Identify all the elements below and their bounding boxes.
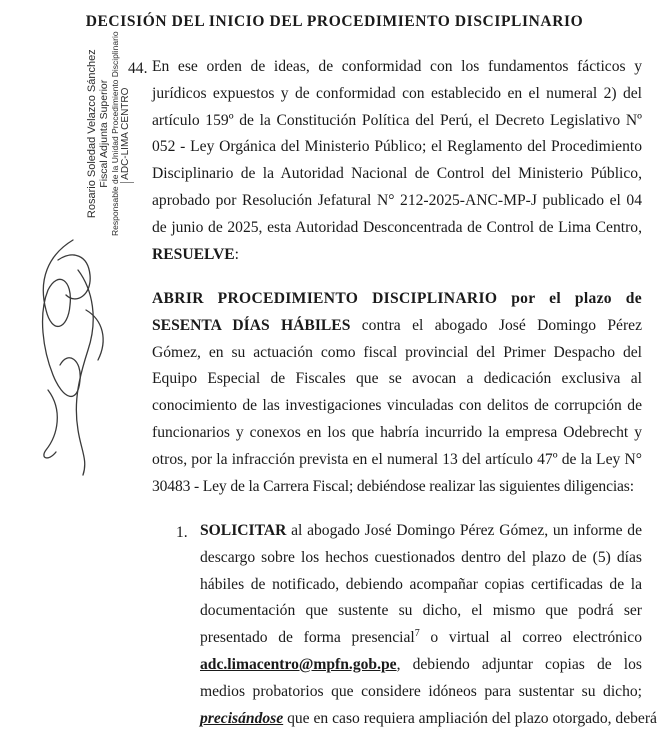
p44-line: En ese orden de ideas, de conformidad con los fundamentos fácticos y: [152, 58, 642, 75]
item1-line6-post: , debiendo adjuntar copias de los: [396, 655, 642, 673]
resolution-line: conocimiento de las investigaciones vinculadas con delitos de corrupción de: [152, 397, 642, 415]
stamp-name: Rosario Soledad Velazco Sánchez: [86, 49, 98, 219]
resolution-line: [152, 286, 642, 313]
item1-line: descargo sobre los hechos cuestionados dentro del plazo de (5) días: [200, 548, 642, 566]
stamp-office: ADC-LIMA CENTRO: [120, 87, 131, 180]
item1-line: [200, 625, 642, 652]
resuelve-keyword: RESUELVE: [152, 245, 235, 263]
item1-line: [200, 652, 642, 679]
item1-line1-rest: al abogado José Domingo Pérez Gómez, un informe de: [286, 522, 642, 539]
stamp-text: [86, 31, 131, 236]
p44-line: Disciplinario de la Autoridad Nacional de Control del Ministerio Público,: [152, 165, 642, 183]
item1-line: medios probatorios que considere idóneos para sustentar su dicho;: [200, 682, 642, 700]
footnote-ref[interactable]: 7: [414, 628, 420, 639]
item1-line5-pre: presentado de forma presencial: [200, 629, 415, 647]
resolution-term: SESENTA DÍAS HÁBILES: [152, 316, 351, 334]
signature-stamp: [18, 200, 128, 490]
item1-line5-post: o virtual al correo electrónico: [419, 629, 642, 647]
p44-line: artículo 159º de la Constitución Política del Perú, el Decreto Legislativo Nº: [152, 111, 642, 129]
resolution-line: 30483 - Ley de la Carrera Fiscal; debiéndose realizar las siguientes diligencias:: [152, 477, 634, 495]
item1-keyword: SOLICITAR: [200, 522, 287, 539]
email-link[interactable]: adc.limacentro@mpfn.gob.pe: [200, 655, 397, 673]
resuelve-colon: :: [234, 245, 239, 263]
resuelve-line: [152, 242, 642, 269]
stamp-role: Fiscal Adjunta Superior: [98, 79, 110, 188]
item1-emphasis: precisándose: [200, 709, 284, 727]
p44-line: de junio de 2025, esta Autoridad Desconcentrada de Control de Lima Centro,: [152, 218, 642, 236]
item1-line: hábiles de notificado, debiendo acompañar copias certificadas de la: [200, 575, 642, 593]
section-heading: DECISIÓN DEL INICIO DEL PROCEDIMIENTO DISCIPLINARIO: [85, 13, 584, 30]
item-1: [200, 518, 657, 732]
resolution-open: ABRIR PROCEDIMIENTO DISCIPLINARIO por el plazo de: [152, 290, 642, 307]
resolution-paragraph: [152, 286, 642, 500]
resolution-line: Equipo Especial de Fiscales que se avocan a dedicación exclusiva al: [152, 370, 642, 388]
p44-line: 052 - Ley Orgánica del Ministerio Público; el Reglamento del Procedimiento: [152, 138, 642, 156]
paragraph-44: [152, 54, 642, 268]
resolution-line: otros, por la infracción prevista en el numeral 13 del artículo 47º de la Ley N°: [152, 450, 642, 468]
p44-line: jurídicos expuestos y de conformidad con establecido en el numeral 2) del: [152, 84, 642, 102]
resolution-line2-rest: contra el abogado José Domingo Pérez: [350, 316, 643, 334]
item1-line: [200, 706, 657, 733]
item-number: 1.: [176, 524, 188, 541]
resolution-line: funcionarios y conexos en los que habría incurrido la empresa Odebrecht y: [152, 423, 642, 441]
p44-line: aprobado por Resolución Jefatural N° 212-2025-ANC-MP-J publicado el 04: [152, 191, 642, 209]
item1-line8-post: que en caso requiera ampliación del plazo otorgado, deberá: [283, 709, 657, 727]
paragraph-number: 44.: [128, 60, 148, 77]
signature-scribble: [18, 200, 128, 490]
stamp-unit: Responsable de la Unidad Procedimiento Disciplinario: [110, 31, 120, 236]
resolution-line: [152, 313, 642, 340]
resolution-line: Gómez, en su actuación como fiscal provincial del Primer Despacho del: [152, 343, 642, 361]
item1-line: documentación que sustente su dicho, el mismo que podrá ser: [200, 602, 642, 620]
item1-line: [200, 518, 642, 545]
